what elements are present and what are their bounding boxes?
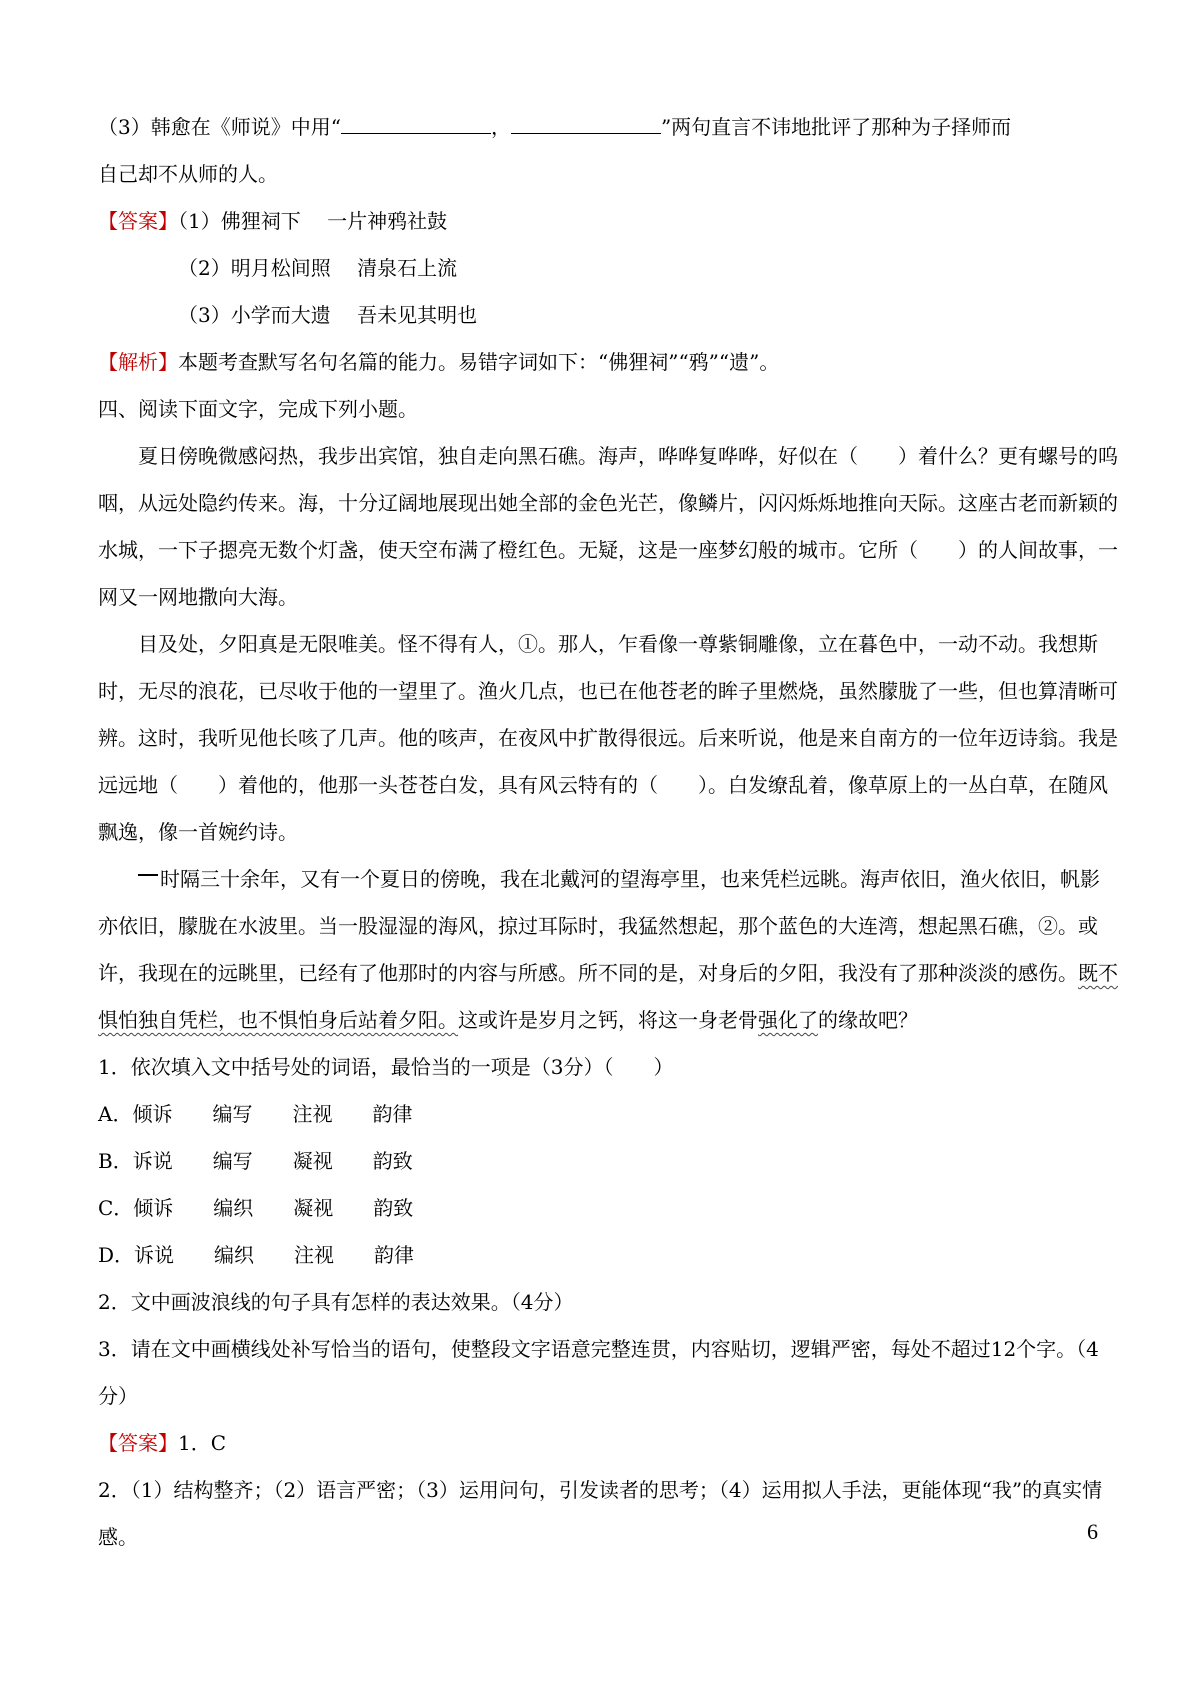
answer-item: （2）明月松间照 清泉石上流 — [178, 256, 458, 280]
document-page — [98, 104, 1118, 1561]
option-c: C．倾诉 编织 凝视 韵致 — [98, 1196, 414, 1220]
answer-line-2 — [98, 245, 1118, 292]
analysis-tag: 【解析】 — [98, 350, 178, 374]
page-number: 6 — [1087, 1519, 1098, 1544]
paragraph-3-tail: 这或许是岁月之钙，将这一身老骨 — [458, 1008, 758, 1032]
q3-fill-blank — [98, 104, 1118, 198]
answer-item: （3）小学而大遗 吾未见其明也 — [178, 303, 478, 327]
paragraph-3-tail: 的缘故吧？ — [818, 1008, 918, 1032]
final-answer-1: 1．C — [178, 1431, 227, 1455]
option-a: A．倾诉 编写 注视 韵律 — [98, 1102, 413, 1126]
analysis-line — [98, 339, 1118, 386]
answer-tag: 【答案】 — [98, 209, 178, 233]
wavy-underlined-sentence: 既不惧怕独自凭栏，也不惧怕身后站着夕阳。 — [98, 961, 1118, 1032]
answer-blank — [341, 115, 491, 134]
wavy-underlined-word: 强化了 — [758, 1008, 818, 1032]
passage-paragraph-1: 夏日傍晚微感闷热，我步出宾馆，独自走向黑石礁。海声，哗哗复哗哗，好似在（ ）着什么？更有螺号的呜咽，从远处隐约传来。海，十分辽阔地展现出她全部的金色光芒，像鳞片，闪闪烁烁地推向天际。这座古老而新颖的水城，一下子摁亮无数个灯盏，使天空布满了橙红色。无疑，这是一座梦幻般的城市。它所（ ）的人间故事，一网又一网地撒向大海。 — [98, 444, 1118, 609]
paragraph-3-main: 时隔三十余年，又有一个夏日的傍晚，我在北戴河的望海亭里，也来凭栏远眺。海声依旧，渔火依旧，帆影亦依旧，朦胧在水波里。当一股湿湿的海风，掠过耳际时，我猛然想起，那个蓝色的大连湾，想起黑石礁，②。或许，我现在的远眺里，已经有了他那时的内容与所感。所不同的是，对身后的夕阳，我没有了那种淡淡的感伤。 — [98, 867, 1100, 985]
answer-line-1 — [98, 198, 1118, 245]
q3-prefix: （3）韩愈在《师说》中用“ — [98, 115, 341, 139]
answer-item: （1）佛狸祠下 一片神鸦社鼓 — [178, 209, 448, 233]
answer-blank — [511, 115, 661, 134]
passage-paragraph-3 — [98, 856, 1118, 1044]
final-answer-2: 2．（1）结构整齐；（2）语言严密；（3）运用问句，引发读者的思考；（4）运用拟人手法，更能体现“我”的真实情感。 — [98, 1478, 1103, 1549]
passage-paragraph-2: 目及处，夕阳真是无限唯美。怪不得有人，①。那人，乍看像一尊紫铜雕像，立在暮色中，一动不动。我想斯时，无尽的浪花，已尽收于他的一望里了。渔火几点，也已在他苍老的眸子里燃烧，虽然朦胧了一些，但也算清晰可辨。这时，我听见他长咳了几声。他的咳声，在夜风中扩散得很远。后来听说，他是来自南方的一位年迈诗翁。我是远远地（ ）着他的，他那一头苍苍白发，具有风云特有的（ ）。白发缭乱着，像草原上的一丛白草，在随风飘逸，像一首婉约诗。 — [98, 632, 1118, 844]
question-2: 2．文中画波浪线的句子具有怎样的表达效果。（4分） — [98, 1290, 574, 1314]
question-3: 3．请在文中画横线处补写恰当的语句，使整段文字语意完整连贯，内容贴切，逻辑严密，每处不超过12个字。（4分） — [98, 1337, 1099, 1408]
analysis-text: 本题考查默写名句名篇的能力。易错字词如下：“佛狸祠”“鸦”“遗”。 — [178, 350, 780, 374]
final-answer-line — [98, 1420, 1118, 1467]
q3-continuation: 自己却不从师的人。 — [98, 162, 278, 186]
section-heading: 四、阅读下面文字，完成下列小题。 — [98, 397, 418, 421]
final-answer-tag: 【答案】 — [98, 1431, 178, 1455]
option-b: B．诉说 编写 凝视 韵致 — [98, 1149, 413, 1173]
answer-line-3 — [98, 292, 1118, 339]
dash-mark — [138, 874, 158, 876]
q3-comma: ， — [490, 115, 511, 139]
option-d: D．诉说 编织 注视 韵律 — [98, 1243, 415, 1267]
q3-suffix: ”两句直言不讳地批评了那种为子择师而 — [660, 115, 1012, 139]
question-1: 1．依次填入文中括号处的词语，最恰当的一项是（3分）（ ） — [98, 1055, 674, 1079]
